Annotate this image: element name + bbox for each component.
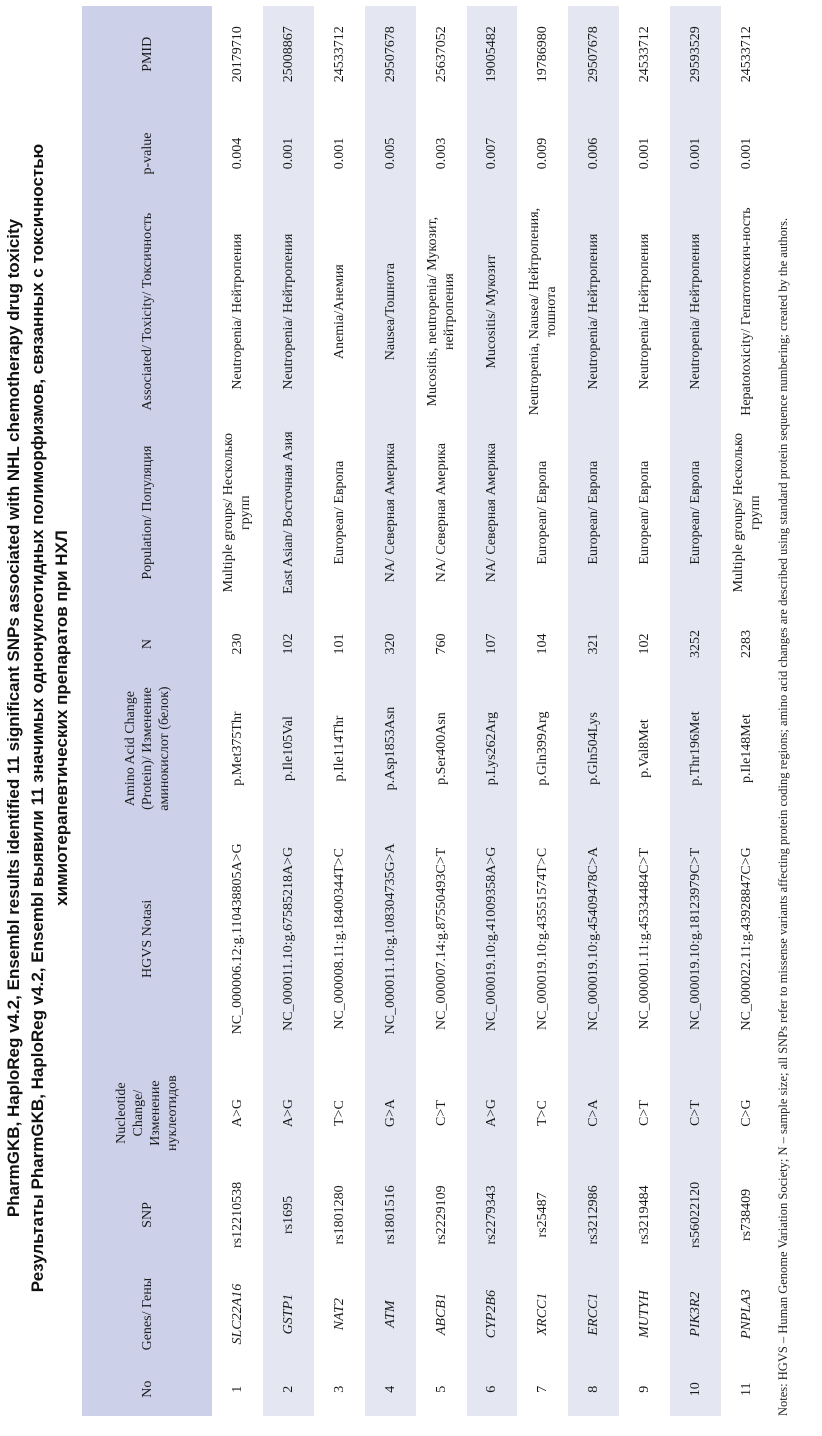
cell-gene: ABCB1: [433, 1293, 449, 1336]
table-row: [670, 6, 721, 1416]
cell-no: 5: [433, 1385, 449, 1393]
cell-n: 3252: [670, 607, 721, 682]
cell-pmid: 19786980: [535, 26, 551, 83]
cell-n: 101: [331, 633, 347, 655]
cell-p-value: 0.001: [637, 137, 653, 170]
cell-toxicity: Nausea/Тошнота: [365, 204, 416, 418]
cell-no: 10: [670, 1362, 721, 1416]
cell-pmid: 29593529: [670, 6, 721, 103]
cell-nucleotide: C>G: [739, 1099, 755, 1127]
cell-population: European/ Европа: [637, 460, 653, 565]
cell-amino-acid: p.Gln504Lys: [568, 682, 619, 816]
cell-snp: rs1801516: [365, 1164, 416, 1266]
cell-hgvs: NC_000022.11:g.43928847C>G: [739, 847, 755, 1031]
cell-population: European/ Европа: [535, 460, 551, 565]
cell-amino-acid: p.Val8Met: [637, 719, 653, 778]
cell-nucleotide: T>C: [331, 1100, 347, 1126]
cell-no: 8: [568, 1362, 619, 1416]
cell-pmid: 24533712: [739, 26, 755, 83]
cell-snp: rs12210538: [229, 1181, 245, 1249]
cell-snp: rs2279343: [467, 1164, 518, 1266]
cell-toxicity: Neutropenia/ Нейтропения: [568, 204, 619, 418]
cell-population: NA/ Северная Америка: [365, 419, 416, 607]
cell-nucleotide: A>G: [263, 1062, 314, 1164]
cell-hgvs: NC_000008.11:g.18400344T>C: [331, 848, 347, 1030]
cell-nucleotide: C>A: [568, 1062, 619, 1164]
cell-n: 104: [535, 633, 551, 655]
cell-n: 2283: [739, 630, 755, 659]
table-row: [721, 6, 772, 1416]
cell-amino-acid: p.Ile114Thr: [331, 715, 347, 782]
cell-p-value: 0.004: [229, 137, 245, 170]
cell-no: 11: [739, 1382, 755, 1396]
cell-hgvs: NC_000001.11:g.45334484C>T: [637, 848, 653, 1030]
cell-snp: rs1695: [263, 1164, 314, 1266]
cell-amino-acid: p.Asp1853Asn: [365, 682, 416, 816]
table-row: [416, 6, 467, 1416]
cell-pmid: 29507678: [568, 6, 619, 103]
header-nucleotide-change: Nucleotide Change/ Изменение нуклеотидов: [82, 1062, 212, 1164]
cell-hgvs: NC_000019.10:g.43551574T>C: [535, 847, 551, 1030]
cell-no: 1: [229, 1385, 245, 1393]
table-row: [619, 6, 670, 1416]
cell-amino-acid: p.Ile105Val: [263, 682, 314, 816]
cell-amino-acid: p.Ile148Met: [739, 714, 755, 783]
cell-pmid: 29507678: [365, 6, 416, 103]
table-notes: Notes: HGVS – Human Genome Variation Society; N – sample size; all SNPs refer to missense variants affecting protein coding regions; amino acid changes are described using standard protein sequence numbering; created by the authors.: [776, 217, 790, 1416]
cell-p-value: 0.006: [568, 103, 619, 205]
table-header-row: [82, 6, 212, 1416]
cell-pmid: 25008867: [263, 6, 314, 103]
cell-snp: rs738409: [739, 1188, 755, 1242]
table-row: [568, 6, 619, 1416]
cell-no: 2: [263, 1362, 314, 1416]
cell-hgvs: NC_000011.10:g.108304735G>A: [365, 816, 416, 1063]
cell-nucleotide: A>G: [467, 1062, 518, 1164]
table-title-english: PharmGKB, HaploReg v4.2, Ensembl results identified 11 significant SNPs associated with NHL chemotherapy drug toxicity: [4, 218, 23, 1218]
cell-hgvs: NC_000011.10:g.67585218A>G: [263, 816, 314, 1063]
table-row: [517, 6, 568, 1416]
cell-p-value: 0.001: [331, 137, 347, 170]
cell-pmid: 20179710: [229, 26, 245, 83]
cell-nucleotide: C>T: [670, 1062, 721, 1164]
header-pmid: PMID: [82, 6, 212, 103]
cell-toxicity: Neutropenia, Nausea/ Нейтропения, тошнота: [526, 207, 559, 416]
header-population: Population/ Популяция: [82, 419, 212, 607]
cell-snp: rs25487: [535, 1192, 551, 1238]
cell-pmid: 25637052: [433, 26, 449, 83]
cell-population: East Asian/ Восточная Азия: [263, 419, 314, 607]
table-row: [263, 6, 314, 1416]
cell-no: 6: [467, 1362, 518, 1416]
cell-toxicity: Neutropenia/ Нейтропения: [229, 233, 245, 390]
cell-pmid: 19005482: [467, 6, 518, 103]
cell-amino-acid: p.Gln399Arg: [535, 711, 551, 786]
cell-hgvs: NC_000019.10:g.45409478C>A: [568, 816, 619, 1063]
cell-n: 230: [229, 633, 245, 655]
cell-toxicity: Neutropenia/ Нейтропения: [263, 204, 314, 418]
table-title-russian-line2: химиотерапевтических препаратов при НХЛ: [52, 530, 71, 906]
cell-population: European/ Европа: [568, 419, 619, 607]
cell-amino-acid: p.Thr196Met: [670, 682, 721, 816]
table-row: [314, 6, 365, 1416]
cell-pmid: 24533712: [331, 26, 347, 83]
cell-no: 3: [331, 1385, 347, 1393]
cell-hgvs: NC_000019.10:g.41009358A>G: [467, 816, 518, 1063]
cell-nucleotide: C>T: [637, 1100, 653, 1126]
cell-population: European/ Европа: [670, 419, 721, 607]
header-amino-acid-change: Amino Acid Change (Protein)/ Изменение аминокислот (белок): [82, 682, 212, 816]
cell-p-value: 0.001: [739, 137, 755, 170]
cell-gene: CYP2B6: [467, 1266, 518, 1363]
cell-n: 102: [637, 633, 653, 655]
table-row: [212, 6, 263, 1416]
cell-hgvs: NC_000007.14:g.87550493C>T: [433, 847, 449, 1030]
cell-nucleotide: G>A: [365, 1062, 416, 1164]
cell-snp: rs3219484: [637, 1185, 653, 1245]
cell-population: Multiple groups/ Несколько групп: [730, 432, 763, 593]
cell-snp: rs2229109: [433, 1185, 449, 1245]
cell-gene: XRCC1: [535, 1292, 551, 1336]
cell-no: 4: [365, 1362, 416, 1416]
cell-n: 107: [467, 607, 518, 682]
cell-n: 760: [433, 633, 449, 655]
cell-gene: NAT2: [331, 1298, 347, 1331]
cell-gene: ERCC1: [568, 1266, 619, 1363]
cell-toxicity: Hepatotoxicity/ Гепатотоксич-ность: [739, 207, 755, 416]
cell-population: European/ Европа: [331, 460, 347, 565]
cell-gene: PNPLA3: [739, 1289, 755, 1340]
header-n: N: [82, 607, 212, 682]
table-row: [365, 6, 416, 1416]
cell-n: 320: [365, 607, 416, 682]
cell-p-value: 0.001: [670, 103, 721, 205]
cell-hgvs: NC_000019.10:g.18123979C>T: [670, 816, 721, 1063]
cell-gene: GSTP1: [263, 1266, 314, 1363]
snp-toxicity-table: [82, 6, 772, 1416]
cell-nucleotide: T>C: [535, 1100, 551, 1126]
cell-snp: rs1801280: [331, 1185, 347, 1245]
cell-p-value: 0.009: [535, 137, 551, 170]
cell-amino-acid: p.Lys262Arg: [467, 682, 518, 816]
cell-gene: MUTYH: [637, 1290, 653, 1338]
header-genes: Genes/ Гены: [82, 1266, 212, 1363]
header-p-value: p-value: [82, 103, 212, 205]
cell-toxicity: Neutropenia/ Нейтропения: [670, 204, 721, 418]
cell-pmid: 24533712: [637, 26, 653, 83]
cell-population: Multiple groups/ Несколько групп: [221, 432, 254, 593]
cell-amino-acid: p.Ser400Asn: [433, 712, 449, 785]
cell-nucleotide: C>T: [433, 1100, 449, 1126]
cell-p-value: 0.007: [467, 103, 518, 205]
cell-population: NA/ Северная Америка: [433, 443, 449, 583]
cell-toxicity: Mucositis, neutropenia/ Мукозит, нейтропения: [425, 216, 458, 407]
table-title-russian-line1: Результаты PharmGKB, HaploReg v4.2, Ensembl выявили 11 значимых однонуклеотидных полиморфизмов, связанных с токсичностью: [28, 143, 47, 1293]
table-row: [467, 6, 518, 1416]
cell-toxicity: Neutropenia/ Нейтропения: [637, 233, 653, 390]
cell-gene: PIK3R2: [670, 1266, 721, 1363]
header-toxicity: Associated/ Toxicity/ Токсичность: [82, 204, 212, 418]
header-hgvs: HGVS Notasi: [82, 816, 212, 1063]
cell-toxicity: Mucositis/ Мукозит: [467, 204, 518, 418]
cell-no: 7: [535, 1385, 551, 1393]
cell-snp: rs56022120: [670, 1164, 721, 1266]
cell-amino-acid: p.Met375Thr: [229, 711, 245, 786]
cell-hgvs: NC_000006.12:g.110438805A>G: [229, 843, 245, 1035]
cell-toxicity: Anemia/Анемия: [331, 264, 347, 360]
header-snp: SNP: [82, 1164, 212, 1266]
cell-population: NA/ Северная Америка: [467, 419, 518, 607]
cell-p-value: 0.001: [263, 103, 314, 205]
cell-nucleotide: A>G: [229, 1099, 245, 1128]
cell-p-value: 0.003: [433, 137, 449, 170]
cell-gene: SLC22A16: [229, 1283, 245, 1345]
cell-n: 102: [263, 607, 314, 682]
cell-no: 9: [637, 1385, 653, 1393]
cell-n: 321: [568, 607, 619, 682]
header-no: No: [82, 1362, 212, 1416]
cell-p-value: 0.005: [365, 103, 416, 205]
cell-snp: rs3212986: [568, 1164, 619, 1266]
cell-gene: ATM: [365, 1266, 416, 1363]
